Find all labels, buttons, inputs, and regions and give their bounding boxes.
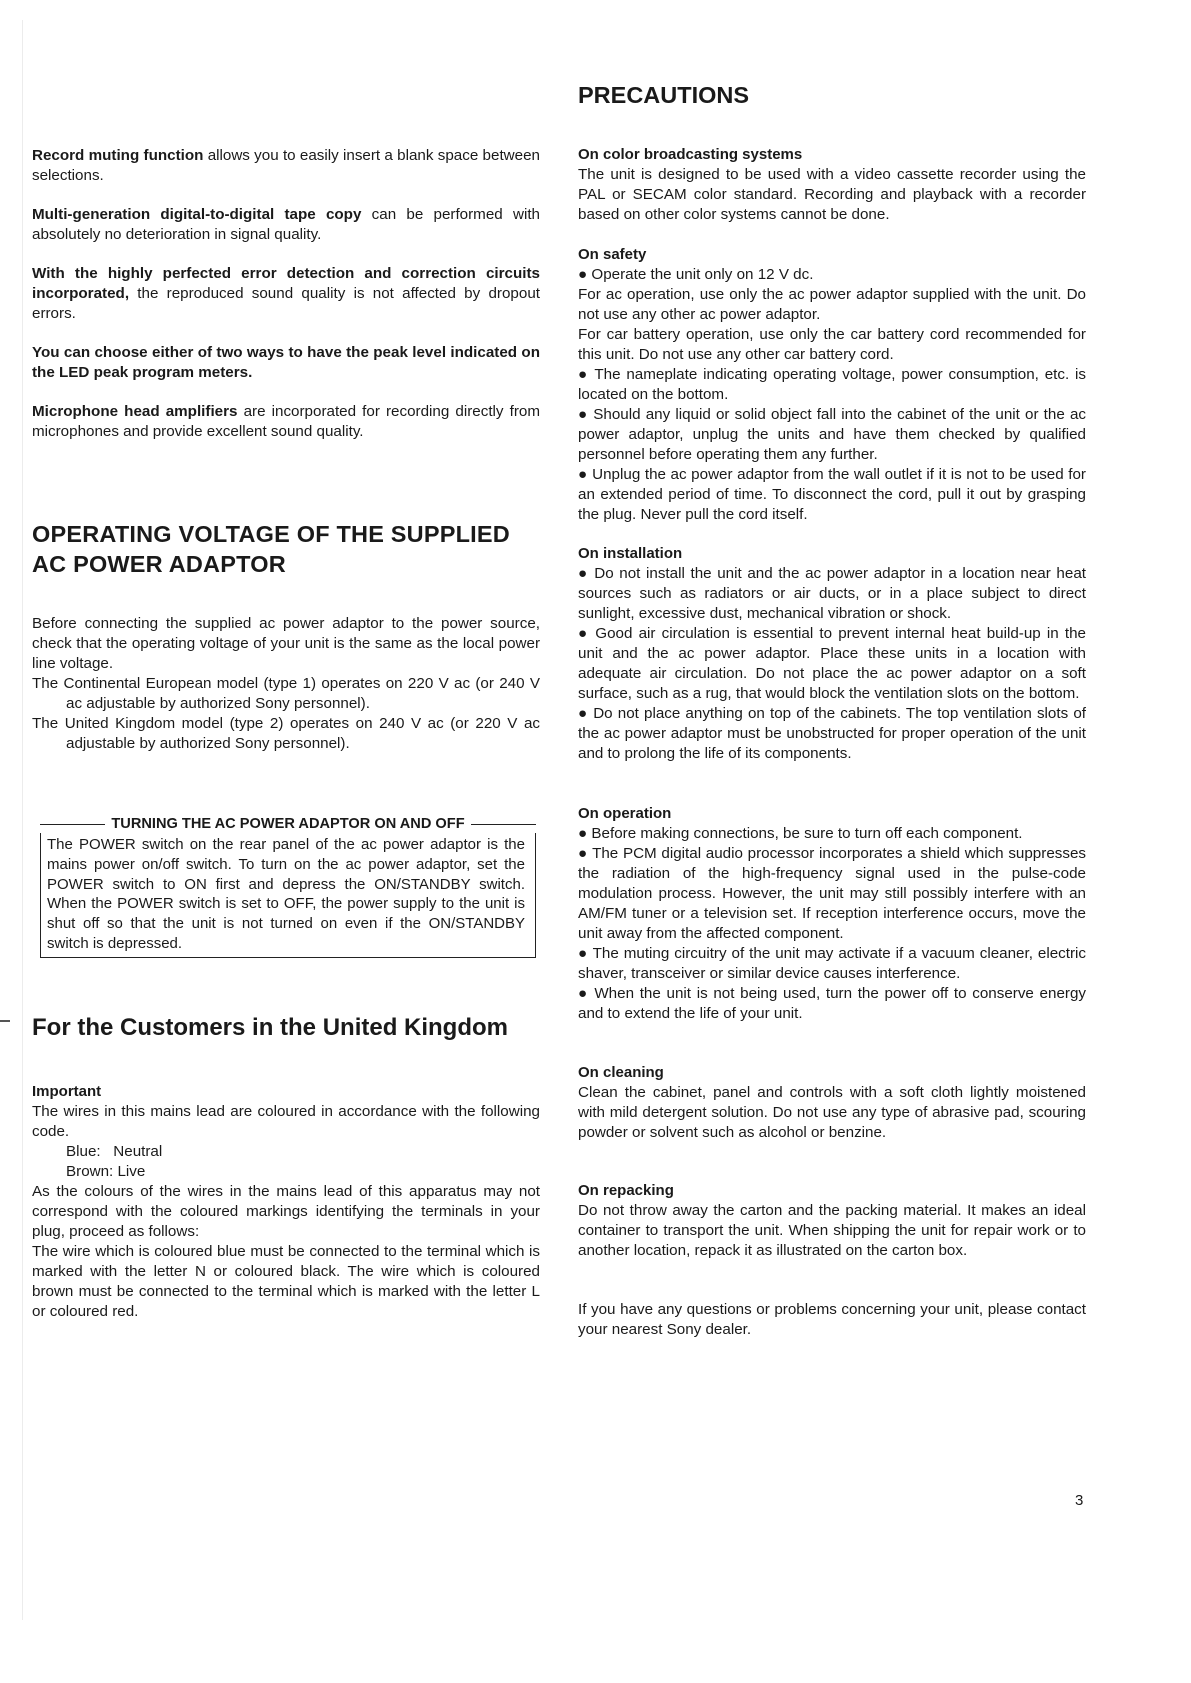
safety-item-3: For car battery operation, use only the car battery cord recommended for this unit. Do not use any other car battery cord. [578, 326, 1086, 363]
section-installation [578, 544, 1086, 764]
section-repacking [578, 1181, 1086, 1261]
wire-blue: Blue: Neutral [66, 1143, 163, 1160]
safety-item-4: ● The nameplate indicating operating voltage, power consumption, etc. is located on the bottom. [578, 366, 1086, 403]
cleaning-title: On cleaning [578, 1064, 664, 1081]
page-number: 3 [1075, 1492, 1084, 1509]
installation-item-2: ● Good air circulation is essential to prevent internal heat build-up in the unit and the ac power adaptor. Place these units in a location with adequate air circulation. Do not place the ac power adaptor on a soft surface, such as a rug, that would block the ventilation slots on the bottom. [578, 625, 1086, 702]
feature-peak-level: You can choose either of two ways to have the peak level indicated on the LED peak program meters. [32, 344, 540, 381]
installation-item-1: ● Do not install the unit and the ac power adaptor in a location near heat sources such as radiators or air ducts, or in a place subject to direct sunlight, excessive dust, mechanical vibration or shock. [578, 565, 1086, 622]
precautions-heading: PRECAUTIONS [578, 82, 750, 108]
margin-line [22, 20, 23, 1620]
feature-record-muting: Record muting function allows you to easily insert a blank space between selections. [32, 147, 540, 184]
power-switch-box-title: TURNING THE AC POWER ADAPTOR ON AND OFF [40, 815, 536, 833]
feature-error-correction: With the highly perfected error detection and correction circuits incorporated, the reproduced sound quality is not affected by dropout errors. [32, 265, 540, 322]
safety-item-6: ● Unplug the ac power adaptor from the wall outlet if it is not to be used for an extended period of time. To disconnect the cord, pull it out by grasping the plug. Never pull the cord itself. [578, 466, 1086, 523]
repacking-text: Do not throw away the carton and the packing material. It makes an ideal container to transport the unit. When shipping the unit for repair work or to another location, repack it as illustrated on the carton box. [578, 1202, 1086, 1259]
operation-item-1: ● Before making connections, be sure to turn off each component. [578, 825, 1023, 842]
uk-intro: The wires in this mains lead are coloured in accordance with the following code. [32, 1103, 540, 1140]
voltage-section [32, 614, 540, 754]
safety-title: On safety [578, 246, 647, 263]
uk-para-2: The wire which is coloured blue must be connected to the terminal which is marked with the letter N or coloured black. The wire which is coloured brown must be connected to the terminal which is marked with the letter L or coloured red. [32, 1243, 540, 1320]
voltage-model-2: The United Kingdom model (type 2) operates on 240 V ac (or 220 V ac adjustable by authorized Sony personnel). [32, 715, 540, 752]
voltage-heading: OPERATING VOLTAGE OF THE SUPPLIED AC POWER ADAPTOR [32, 521, 510, 577]
installation-item-3: ● Do not place anything on top of the cabinets. The top ventilation slots of the ac power adaptor must be unobstructed for proper operation of the unit and to prolong the life of its components. [578, 705, 1086, 762]
margin-mark [0, 1020, 10, 1022]
safety-item-2: For ac operation, use only the ac power adaptor supplied with the unit. Do not use any other ac power adaptor. [578, 286, 1086, 323]
feature-mic-amplifiers: Microphone head amplifiers are incorporated for recording directly from microphones and provide excellent sound quality. [32, 403, 540, 440]
installation-title: On installation [578, 545, 683, 562]
uk-para-1: As the colours of the wires in the mains lead of this apparatus may not correspond with the coloured markings identifying the terminals in your plug, proceed as follows: [32, 1183, 540, 1240]
section-safety [578, 245, 1086, 525]
voltage-intro: Before connecting the supplied ac power adaptor to the power source, check that the operating voltage of your unit is the same as the local power line voltage. [32, 615, 540, 672]
wire-brown: Brown: Live [66, 1163, 146, 1180]
operation-item-3: ● The muting circuitry of the unit may activate if a vacuum cleaner, electric shaver, transceiver or similar device causes interference. [578, 945, 1086, 982]
important-label: Important [32, 1083, 102, 1100]
operation-title: On operation [578, 805, 672, 822]
color-systems-title: On color broadcasting systems [578, 146, 803, 163]
repacking-title: On repacking [578, 1182, 674, 1199]
uk-section [32, 1082, 540, 1322]
feature-tape-copy: Multi-generation digital-to-digital tape copy can be performed with absolutely no deterioration in signal quality. [32, 206, 540, 243]
uk-heading: For the Customers in the United Kingdom [32, 1014, 509, 1041]
safety-item-1: ● Operate the unit only on 12 V dc. [578, 266, 814, 283]
section-closing [578, 1300, 1086, 1340]
closing-text: If you have any questions or problems concerning your unit, please contact your nearest Sony dealer. [578, 1301, 1086, 1338]
section-cleaning [578, 1063, 1086, 1143]
section-color-systems [578, 145, 1086, 225]
section-operation [578, 804, 1086, 1024]
voltage-model-1: The Continental European model (type 1) operates on 220 V ac (or 240 V ac adjustable by authorized Sony personnel). [32, 675, 540, 712]
cleaning-text: Clean the cabinet, panel and controls with a soft cloth lightly moistened with mild detergent solution. Do not use any type of abrasive pad, scouring powder or solvent such as alcohol or benzine. [578, 1084, 1086, 1141]
color-systems-text: The unit is designed to be used with a video cassette recorder using the PAL or SECAM color standard. Recording and playback with a recorder based on other color systems cannot be done. [578, 166, 1086, 223]
power-switch-box-text: The POWER switch on the rear panel of the ac power adaptor is the mains power on/off switch. To turn on the ac power adaptor, set the POWER switch to ON first and depress the ON/STANDBY switch. When the POWER switch is set to OFF, the power supply to the unit is shut off so that the unit is not turned on even if the ON/STANDBY switch is depressed. [47, 836, 525, 952]
operation-item-4: ● When the unit is not being used, turn the power off to conserve energy and to extend the life of your unit. [578, 985, 1086, 1022]
safety-item-5: ● Should any liquid or solid object fall into the cabinet of the unit or the ac power adaptor, unplug the units and have them checked by qualified personnel before operating them any further. [578, 406, 1086, 463]
operation-item-2: ● The PCM digital audio processor incorporates a shield which suppresses the radiation of the high-frequency signal used in the pulse-code modulation process. However, the unit may still possibly interfere with an AM/FM tuner or a television set. If reception interference occurs, move the unit away from the affected component. [578, 845, 1086, 942]
power-switch-box [40, 815, 536, 958]
